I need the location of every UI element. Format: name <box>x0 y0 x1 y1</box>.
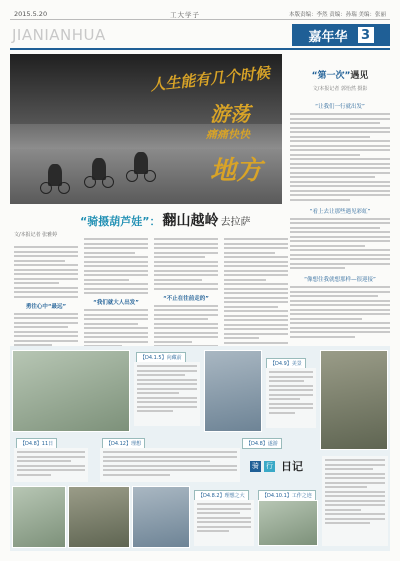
body-text <box>14 246 78 298</box>
group-photo <box>12 350 130 432</box>
photo-caption-4: 【D4.8】11日 <box>16 438 57 449</box>
diary-title <box>250 458 303 474</box>
feature-subheading-3: “不止在往前走的” <box>163 295 209 302</box>
photo-caption-5: 【D4.12】理想 <box>102 438 145 449</box>
diary-entry <box>14 448 88 482</box>
photo-collage <box>10 346 390 551</box>
heading-quote: “第一次” <box>311 71 351 81</box>
feature-title-tail: 去拉萨 <box>220 217 251 228</box>
header-rule <box>10 19 390 20</box>
roadside-photo <box>68 486 130 548</box>
diary-chip-1: 骑 <box>252 462 259 470</box>
road-photo <box>258 500 318 546</box>
section-badge <box>292 24 390 46</box>
hero-headline-1: 人生能有几个时候 <box>149 63 271 95</box>
body-text <box>290 113 390 201</box>
body-text <box>154 238 218 290</box>
hero-headline-4: 地方 <box>210 156 263 186</box>
photo-caption-6: 【D4.8.2】理想之大 <box>194 490 249 501</box>
right-subheading-2: “看上去让那些遇见彩虹” <box>309 208 371 215</box>
photo-caption-7: 【D4.10.1】工作之迹 <box>258 490 316 501</box>
issue-date: 2015.5.20 <box>14 10 48 18</box>
paper-name: 工大学子 <box>170 11 200 19</box>
right-subheading-3: “像想住我就想那样—很迎接” <box>304 277 376 283</box>
body-text <box>290 286 390 338</box>
diary-title-text: 日记 <box>281 460 303 473</box>
group-photo-2 <box>132 486 190 548</box>
diary-entry <box>100 448 240 482</box>
hero-headline-2: 游荡 <box>210 102 250 126</box>
landscape-photo <box>204 350 262 432</box>
feature-byline: 文/本报记者 张雅婷 <box>14 232 58 238</box>
right-subheading-1: “让我们一行就出发” <box>315 104 365 110</box>
feature-title <box>80 210 250 230</box>
feature-title-quote: “骑摄葫芦娃”： <box>80 215 161 228</box>
body-text <box>290 218 390 270</box>
feature-title-main: 翻山越岭 <box>162 213 219 229</box>
section-title-cn: 嘉年华 <box>308 29 348 45</box>
section-rule <box>10 48 390 50</box>
cyclist-photo <box>320 350 388 450</box>
bicycle-wheel <box>102 176 114 188</box>
right-column-heading <box>290 68 390 81</box>
diary-entry <box>134 362 200 426</box>
diary-entry <box>266 368 316 428</box>
feature-subheading-2: “我们就大人出发” <box>93 300 139 306</box>
page-number: 3 <box>358 27 374 43</box>
text-column <box>154 238 218 356</box>
hero-headline-3: 痛痛快快 <box>206 128 250 141</box>
body-text <box>84 238 148 294</box>
bicycle-wheel <box>58 182 70 194</box>
photo-caption-3: 【D4.9】美景 <box>266 358 306 369</box>
section-title-en: JIANIANHUA <box>12 26 106 44</box>
bicycle-wheel <box>126 170 138 182</box>
hero-photo <box>10 54 282 204</box>
heading-suffix: 遇见 <box>350 71 369 81</box>
editors-line: 本版责编：李然 责编：孙瑞 美编：张丽 <box>289 12 386 18</box>
right-column-author: 文/本报记者 郭怡然 摄影 <box>312 86 368 92</box>
diary-chip-2: 行 <box>266 462 273 470</box>
bicycle-wheel <box>40 182 52 194</box>
bicycle-wheel <box>84 176 96 188</box>
diary-entry <box>322 456 388 546</box>
photo-caption-1: 【D4.1.5】向藏前 <box>136 352 186 363</box>
photo-caption-2: 【D4.8】遂游 <box>242 438 282 449</box>
portrait-photo <box>12 486 66 548</box>
body-text <box>224 238 288 348</box>
text-column <box>84 238 148 356</box>
bicycle-wheel <box>144 170 156 182</box>
text-column <box>224 238 288 348</box>
diary-entry <box>194 500 254 546</box>
feature-subheading-1: 勇往心中“最远” <box>25 303 67 310</box>
